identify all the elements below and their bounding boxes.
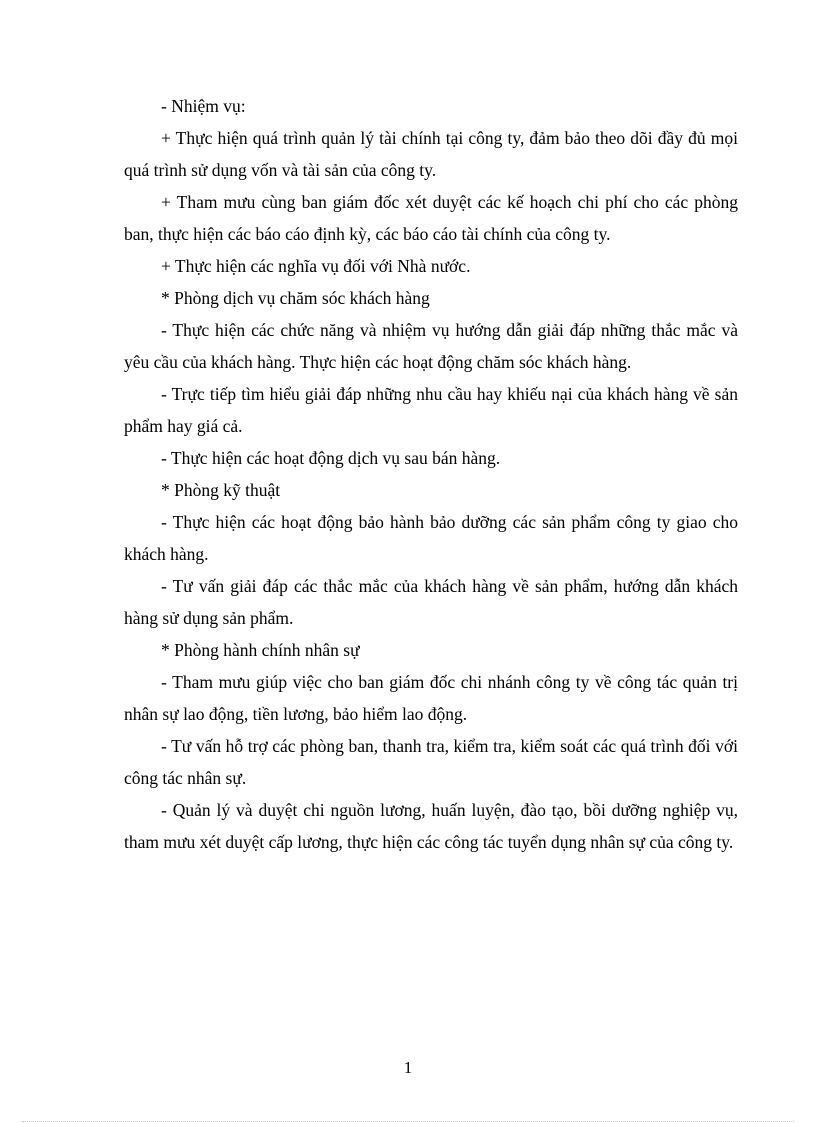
paragraph-task-heading: - Nhiệm vụ:: [161, 96, 246, 116]
section-heading-customer-care: * Phòng dịch vụ chăm sóc khách hàng: [161, 288, 430, 308]
paragraph-payroll-training: - Quản lý và duyệt chi nguồn lương, huấn luyện, đào tạo, bồi dưỡng nghiệp vụ, tham mưu xét duyệt cấp lương, thực hiện các công tác tuyển dụng nhân sự của công ty.: [124, 800, 738, 852]
paragraph-state-obligations: + Thực hiện các nghĩa vụ đối với Nhà nước.: [161, 256, 471, 276]
paragraph-customer-complaints: - Trực tiếp tìm hiểu giải đáp những nhu cầu hay khiếu nại của khách hàng về sản phẩm hay giá cả.: [124, 384, 738, 436]
paragraph-hr-support: - Tư vấn hỗ trợ các phòng ban, thanh tra, kiểm tra, kiểm soát các quá trình đối với công tác nhân sự.: [124, 736, 738, 788]
page-number: 1: [403, 1058, 413, 1077]
paragraph-finance-management: + Thực hiện quá trình quản lý tài chính tại công ty, đảm bảo theo dõi đầy đủ mọi quá trình sử dụng vốn và tài sản của công ty.: [124, 128, 738, 180]
section-heading-hr: * Phòng hành chính nhân sự: [161, 640, 360, 660]
paragraph-product-consulting: - Tư vấn giải đáp các thắc mắc của khách hàng về sản phẩm, hướng dẫn khách hàng sử dụng sản phẩm.: [124, 576, 738, 628]
paragraph-warranty: - Thực hiện các hoạt động bảo hành bảo dưỡng các sản phẩm công ty giao cho khách hàng.: [124, 512, 738, 564]
paragraph-hr-advisory: - Tham mưu giúp việc cho ban giám đốc chi nhánh công ty về công tác quản trị nhân sự lao động, tiền lương, bảo hiểm lao động.: [124, 672, 738, 724]
paragraph-cost-planning: + Tham mưu cùng ban giám đốc xét duyệt các kế hoạch chi phí cho các phòng ban, thực hiện các báo cáo định kỳ, các báo cáo tài chính của công ty.: [124, 192, 738, 244]
paragraph-after-sales: - Thực hiện các hoạt động dịch vụ sau bán hàng.: [161, 448, 501, 468]
page-bottom-divider: [22, 1121, 794, 1122]
paragraph-customer-guidance: - Thực hiện các chức năng và nhiệm vụ hướng dẫn giải đáp những thắc mắc và yêu cầu của khách hàng. Thực hiện các hoạt động chăm sóc khách hàng.: [124, 320, 738, 372]
section-heading-technical: * Phòng kỹ thuật: [161, 480, 281, 500]
document-body: [124, 90, 738, 858]
